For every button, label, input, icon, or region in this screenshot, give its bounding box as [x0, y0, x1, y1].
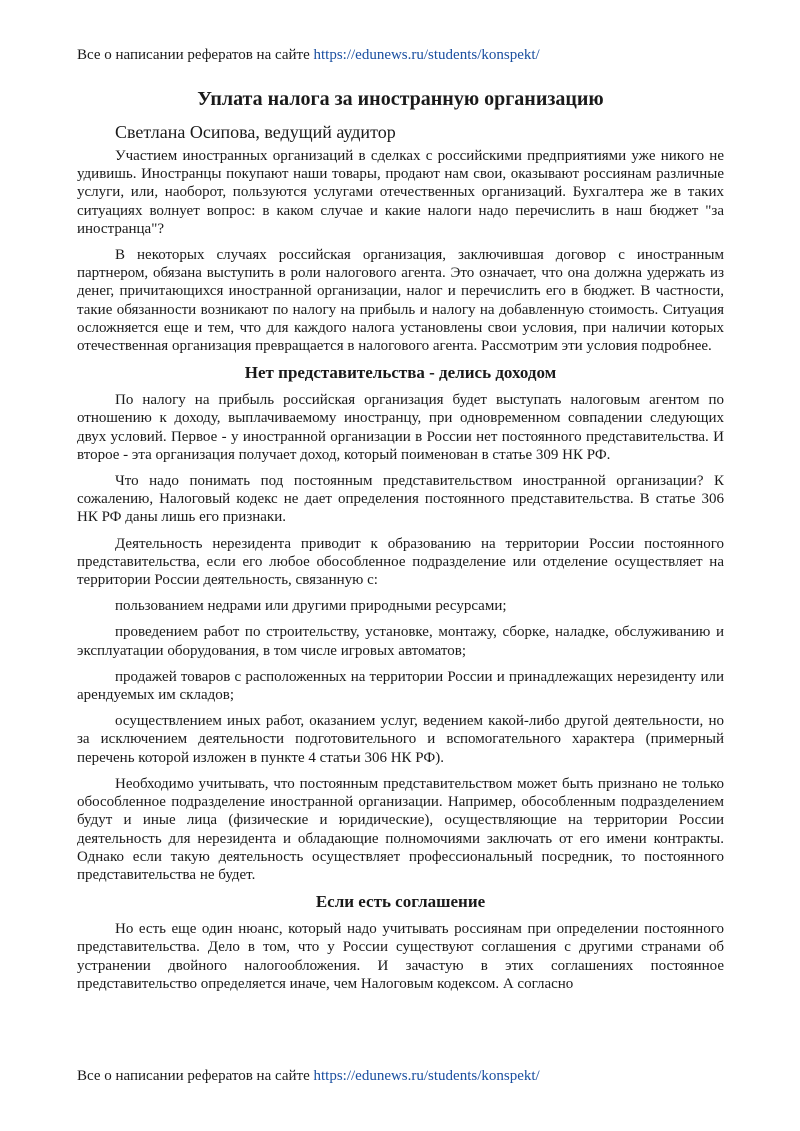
- article-author: Светлана Осипова, ведущий аудитор: [115, 122, 396, 142]
- footer-link[interactable]: https://edunews.ru/students/konspekt/: [313, 1068, 540, 1084]
- paragraph: Деятельность нерезидента приводит к образованию на территории России постоянного представительства, если его любое обособленное подразделение или отделение осуществляет на территории России деятельность, связанную с:: [77, 535, 724, 589]
- paragraph: Но есть еще один нюанс, который надо учитывать россиянам при определении постоянного представительства. Дело в том, что у России существуют соглашения с другими странами об устранении двойного налогообложения. И зачастую в этих соглашениях постоянное представительство определяется иначе, чем Налоговым кодексом. А согласно: [77, 921, 724, 992]
- paragraph: В некоторых случаях российская организация, заключившая договор с иностранным партнером, обязана выступить в роли налогового агента. Это означает, что она должна удержать из денег, причитающихся иностранной организации, налог и перечислить его в бюджет. В частности, такие обязанности возникают по налогу на прибыль и налогу на добавленную стоимость. Ситуация осложняется еще и тем, что для каждого налога установлены свои условия, при наличии которых отечественная организация превращается в налогового агента. Рассмотрим эти условия подробнее.: [77, 247, 724, 355]
- paragraph: Необходимо учитывать, что постоянным представительством может быть признано не только обособленное подразделение иностранной организации. Например, обособленным подразделением будут и иные лица (физические и юридические), осуществляющие на территории России деятельность для нерезидента и обладающие полномочиями заключать от его имени контракты. Однако если такую деятельность осуществляет профессиональный посредник, то постоянного представительства не будет.: [77, 775, 724, 883]
- paragraph: Участием иностранных организаций в сделках с российскими предприятиями уже никого не удивишь. Иностранцы покупают наши товары, продают нам свои, оказывают россиянам различные услуги, или, наоборот, пользуются услугами отечественных организаций. Бухгалтера же в таких ситуациях волнует вопрос: в каком случае и какие налоги надо перечислить в наш бюджет "за иностранца"?: [77, 148, 724, 237]
- paragraph: пользованием недрами или другими природными ресурсами;: [115, 598, 507, 615]
- section-heading: Если есть соглашение: [315, 892, 486, 912]
- footer-text: Все о написании рефератов на сайте: [77, 1068, 314, 1084]
- section-heading: Нет представительства - делись доходом: [244, 363, 557, 383]
- paragraph: осуществлением иных работ, оказанием услуг, ведением какой-либо другой деятельности, но за исключением деятельности подготовительного и вспомогательного характера (примерный перечень которой изложен в пункте 4 статьи 306 НК РФ).: [77, 713, 724, 766]
- header-link[interactable]: https://edunews.ru/students/konspekt/: [313, 47, 540, 63]
- paragraph: проведением работ по строительству, установке, монтажу, сборке, наладке, обслуживанию и эксплуатации оборудования, в том числе игровых автоматов;: [77, 624, 724, 659]
- page-header: [77, 46, 540, 64]
- article-body: [77, 147, 724, 1001]
- article-title: Уплата налога за иностранную организацию: [197, 88, 604, 110]
- header-text: Все о написании рефератов на сайте: [77, 47, 314, 63]
- page-footer: [77, 1067, 540, 1085]
- paragraph: По налогу на прибыль российская организация будет выступать налоговым агентом по отношению к доходу, выплачиваемому иностранцу, при одновременном совпадении следующих двух условий. Первое - у иностранной организации в России нет постоянного представительства. И второе - эта организация получает доход, который поименован в статье 309 НК РФ.: [77, 392, 724, 463]
- paragraph: Что надо понимать под постоянным представительством иностранной организации? К сожалению, Налоговый кодекс не дает определения постоянного представительства. В статье 306 НК РФ даны лишь его признаки.: [77, 473, 724, 526]
- paragraph: продажей товаров с расположенных на территории России и принадлежащих нерезиденту или арендуемых им складов;: [77, 668, 724, 704]
